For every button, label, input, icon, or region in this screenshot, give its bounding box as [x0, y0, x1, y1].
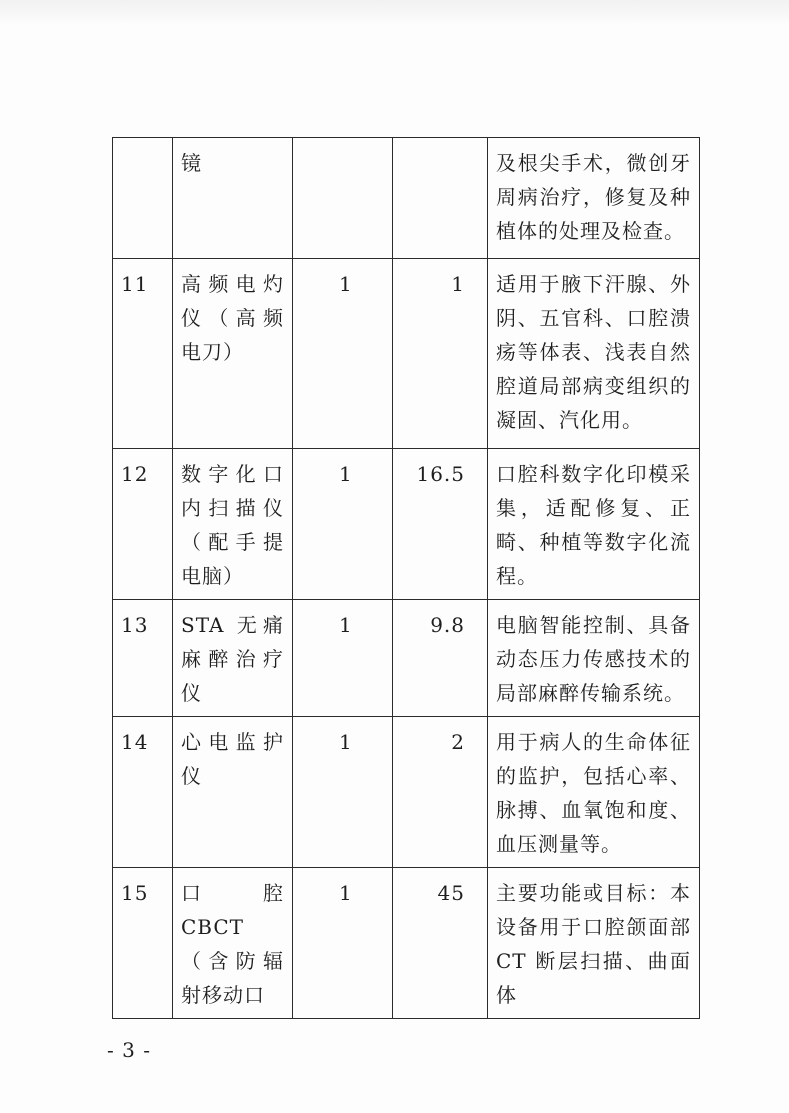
cell-no: 11	[113, 259, 173, 449]
cell-price: 2	[393, 717, 488, 868]
cell-name: 心电监护仪	[173, 717, 293, 868]
cell-qty: 1	[293, 600, 393, 717]
cell-price: 9.8	[393, 600, 488, 717]
cell-name: 口腔 CBCT（含防辐射移动口	[173, 868, 293, 1019]
scan-edge-shadow	[0, 0, 789, 26]
cell-desc: 及根尖手术，微创牙周病治疗，修复及种植体的处理及检查。	[488, 138, 700, 259]
cell-no: 15	[113, 868, 173, 1019]
cell-qty: 1	[293, 259, 393, 449]
cell-no: 14	[113, 717, 173, 868]
table-row	[113, 449, 700, 600]
cell-desc: 主要功能或目标：本设备用于口腔颌面部CT 断层扫描、曲面体	[488, 868, 700, 1019]
cell-desc: 用于病人的生命体征的监护，包括心率、脉搏、血氧饱和度、血压测量等。	[488, 717, 700, 868]
cell-qty: 1	[293, 868, 393, 1019]
cell-price: 16.5	[393, 449, 488, 600]
cell-name: 镜	[173, 138, 293, 259]
table-row	[113, 138, 700, 259]
cell-desc: 适用于腋下汗腺、外阴、五官科、口腔溃疡等体表、浅表自然腔道局部病变组织的凝固、汽化用。	[488, 259, 700, 449]
cell-qty: 1	[293, 717, 393, 868]
cell-name: 高频电灼仪（高频电刀）	[173, 259, 293, 449]
table-row	[113, 717, 700, 868]
cell-qty: 1	[293, 449, 393, 600]
cell-price	[393, 138, 488, 259]
page-number: - 3 -	[107, 1038, 151, 1062]
cell-name: 数字化口内扫描仪（配手提电脑）	[173, 449, 293, 600]
cell-no: 12	[113, 449, 173, 600]
cell-price: 45	[393, 868, 488, 1019]
cell-desc: 口腔科数字化印模采集，适配修复、正畸、种植等数字化流程。	[488, 449, 700, 600]
cell-price: 1	[393, 259, 488, 449]
table-row	[113, 600, 700, 717]
cell-no	[113, 138, 173, 259]
equipment-table	[112, 137, 700, 1019]
cell-no: 13	[113, 600, 173, 717]
cell-name: STA 无痛麻醉治疗仪	[173, 600, 293, 717]
cell-qty	[293, 138, 393, 259]
cell-desc: 电脑智能控制、具备动态压力传感技术的局部麻醉传输系统。	[488, 600, 700, 717]
table-row	[113, 868, 700, 1019]
table-row	[113, 259, 700, 449]
